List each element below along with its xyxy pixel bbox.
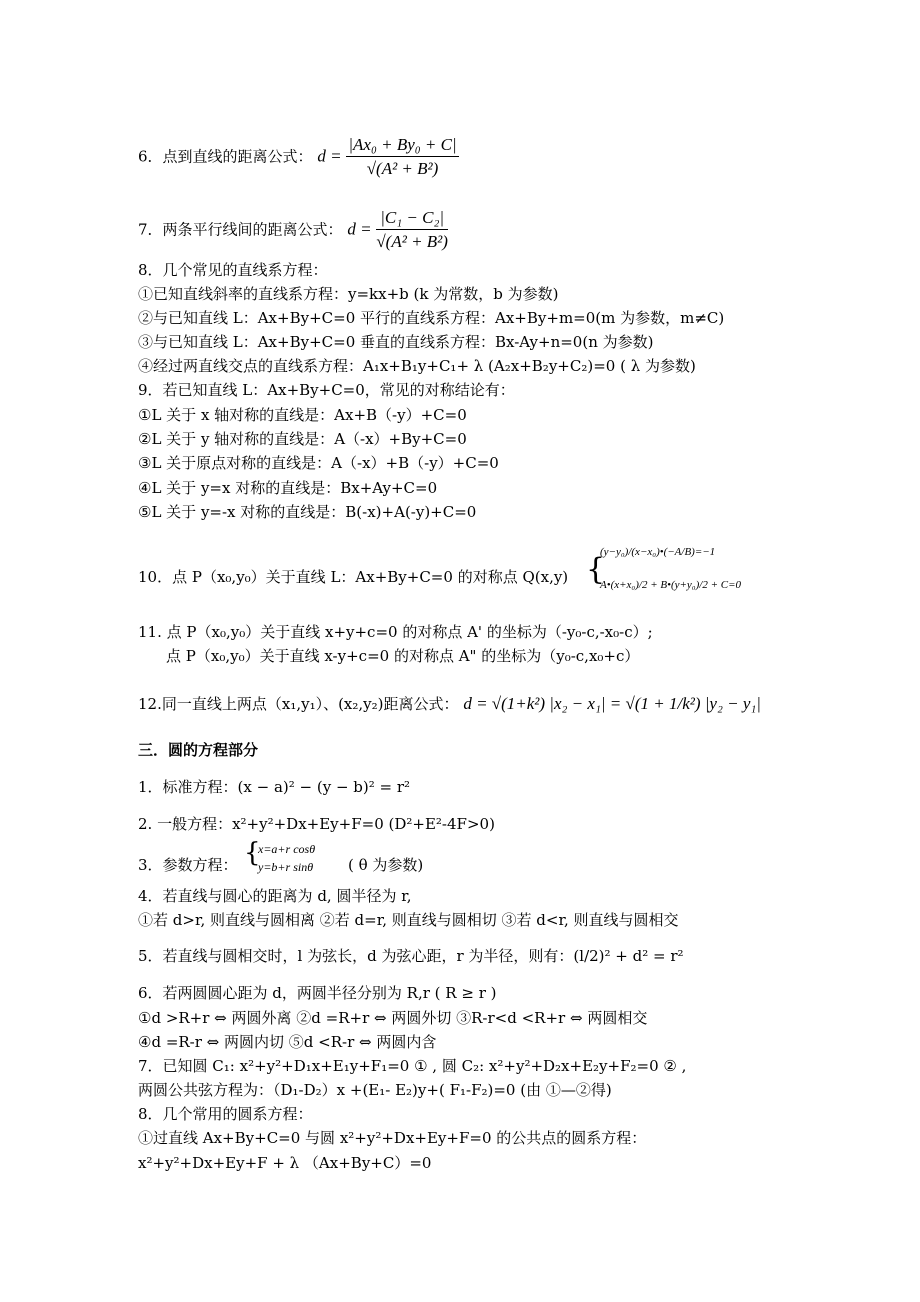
item8-line-3: ③与已知直线 L：Ax+By+C=0 垂直的直线系方程：Bx-Ay+n=0(n 为参数) [138, 333, 654, 351]
circle-line-6c: ④d =R-r ⇔ 两圆内切 ⑤d <R-r ⇔ 两圆内含 [138, 1033, 437, 1051]
circle-line-7: 7．已知圆 C₁: x²+y²+D₁x+E₁y+F₁=0 ① , 圆 C₂: x²+y²+D₂x+E₂y+F₂=0 ② , [138, 1057, 687, 1075]
item6-line [138, 134, 459, 181]
item7-denominator: √(A² + B²) [376, 232, 448, 251]
circle-line-8b: x²+y²+Dx+Ey+F + λ （Ax+By+C）=0 [138, 1154, 432, 1172]
item10-sys-line-1: (y−y₀)/(x−x₀)•(−A/B)=−1 [600, 546, 716, 558]
item12-label: 12.同一直线上两点（x₁,y₁）、(x₂,y₂)距离公式： [138, 695, 459, 713]
item7-line [138, 207, 448, 254]
item6-numerator: |Ax₀ + By₀ + C| [346, 134, 458, 157]
circle-line-4: 4．若直线与圆心的距离为 d, 圆半径为 r, [138, 887, 412, 905]
item7-fraction [376, 207, 448, 254]
item10-brace: { [586, 552, 606, 587]
circle-line-8a: ①过直线 Ax+By+C=0 与圆 x²+y²+Dx+Ey+F=0 的公共点的圆系方程： [138, 1129, 647, 1147]
circle-line-6: 6．若两圆圆心距为 d，两圆半径分别为 R,r ( R ≥ r ) [138, 984, 497, 1002]
item7-numerator: |C₁ − C₂| [376, 207, 448, 230]
item8-line-4: ④经过两直线交点的直线系方程：A₁x+B₁y+C₁+ λ (A₂x+B₂y+C₂)=0 ( λ 为参数) [138, 357, 696, 375]
circle-line-6b: ①d >R+r ⇔ 两圆外离 ②d =R+r ⇔ 两圆外切 ③R-r<d <R+r ⇔ 两圆相交 [138, 1009, 648, 1027]
item12-line [138, 694, 761, 714]
item6-denominator: √(A² + B²) [366, 159, 439, 178]
item11-line-1: 11. 点 P（x₀,y₀）关于直线 x+y+c=0 的对称点 A' 的坐标为（-y₀-c,-x₀-c）; [138, 623, 653, 641]
item8-line-2: ②与已知直线 L：Ax+By+C=0 平行的直线系方程：Ax+By+m=0(m 为参数，m≠C) [138, 309, 725, 327]
circle-param-sys-2: y=b+r sinθ [258, 860, 314, 874]
item8-line-1: ①已知直线斜率的直线系方程：y=kx+b (k 为常数，b 为参数) [138, 285, 559, 303]
section3-title: 三．圆的方程部分 [138, 741, 259, 759]
item9-line-4: ④L 关于 y=x 对称的直线是：Bx+Ay+C=0 [138, 479, 438, 497]
circle-param-note: ( θ 为参数) [348, 856, 424, 874]
item11-line-2: 点 P（x₀,y₀）关于直线 x-y+c=0 的对称点 A" 的坐标为（y₀-c,x₀+c） [166, 647, 640, 665]
circle-line-1: 1．标准方程：(x − a)² − (y − b)² = r² [138, 778, 411, 796]
item12-formula: d = √(1+k²) |x₂ − x₁| = √(1 + 1/k²) |y₂ − y₁| [463, 694, 761, 713]
circle-param-brace: { [244, 838, 261, 868]
item9-line-5: ⑤L 关于 y=-x 对称的直线是：B(-x)+A(-y)+C=0 [138, 503, 477, 521]
item9-line-2: ②L 关于 y 轴对称的直线是：A（-x）+By+C=0 [138, 430, 467, 448]
item6-fraction [346, 134, 458, 181]
item9-line-3: ③L 关于原点对称的直线是：A（-x）+B（-y）+C=0 [138, 454, 499, 472]
circle-line-8: 8．几个常用的圆系方程： [138, 1105, 313, 1123]
item8-heading: 8．几个常见的直线系方程： [138, 261, 328, 279]
item10-label: 10．点 P（x₀,y₀）关于直线 L：Ax+By+C=0 的对称点 Q(x,y) [138, 568, 569, 586]
item9-line-1: ①L 关于 x 轴对称的直线是：Ax+B（-y）+C=0 [138, 406, 467, 424]
circle-param-sys-1: x=a+r cosθ [258, 842, 316, 856]
item9-heading: 9．若已知直线 L：Ax+By+C=0，常见的对称结论有： [138, 381, 515, 399]
item7-lhs: d = [347, 219, 372, 239]
item10-sys-line-2: A•(x+x₀)/2 + B•(y+y₀)/2 + C=0 [600, 579, 742, 591]
circle-line-3-label: 3．参数方程： [138, 856, 238, 874]
item6-label: 6．点到直线的距离公式： [138, 147, 313, 166]
circle-line-2: 2. 一般方程：x²+y²+Dx+Ey+F=0 (D²+E²-4F>0) [138, 815, 495, 833]
circle-line-5: 5．若直线与圆相交时，l 为弦长，d 为弦心距，r 为半径，则有：(l/2)² + d² = r² [138, 947, 684, 965]
item6-lhs: d = [317, 146, 342, 166]
circle-line-4b: ①若 d>r, 则直线与圆相离 ②若 d=r, 则直线与圆相切 ③若 d<r, 则直线与圆相交 [138, 911, 679, 929]
item7-label: 7．两条平行线间的距离公式： [138, 220, 343, 239]
circle-line-7b: 两圆公共弦方程为：（D₁-D₂）x +(E₁- E₂)y+( F₁-F₂)=0 (由 ①—②得) [138, 1081, 612, 1099]
